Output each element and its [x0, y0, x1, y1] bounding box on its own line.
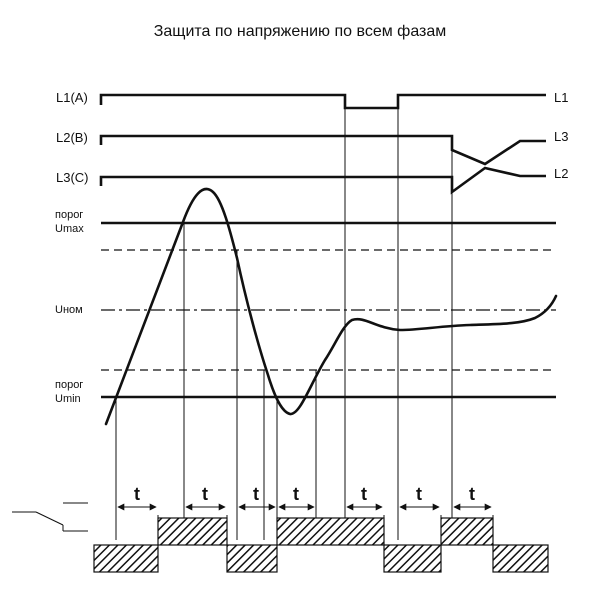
- relay-state-lower: [94, 545, 548, 572]
- relay-state-block: [441, 518, 493, 545]
- phase-l3-signal: [101, 168, 546, 192]
- delay-label: t: [293, 484, 299, 504]
- time-markers: [116, 95, 493, 545]
- relay-state-upper: [158, 518, 493, 545]
- phase-l2-left-label: L2(B): [56, 130, 88, 145]
- relay-state-block: [277, 518, 384, 545]
- delay-label: t: [416, 484, 422, 504]
- phase-l2-signal: [101, 136, 546, 164]
- diagram-title: Защита по напряжению по всем фазам: [153, 23, 447, 40]
- contact-blade: [36, 512, 63, 525]
- relay-contact-icon: [12, 503, 88, 531]
- delay-label: t: [134, 484, 140, 504]
- phase-l1-signal: [101, 95, 546, 108]
- umin-threshold-label-line1: порог: [55, 379, 84, 391]
- relay-state-block: [158, 518, 227, 545]
- unom-label: Uном: [55, 304, 83, 316]
- delay-label: t: [253, 484, 259, 504]
- delay-label: t: [469, 484, 475, 504]
- relay-state-block: [493, 545, 548, 572]
- delay-label: t: [202, 484, 208, 504]
- phase-l3-left-label: L3(C): [56, 170, 89, 185]
- umax-threshold-label-line1: порог: [55, 209, 84, 221]
- relay-state-block: [227, 545, 277, 572]
- phase-l2-right-label: L2: [554, 166, 569, 181]
- relay-state-block: [94, 545, 158, 572]
- phase-l1-right-label: L1: [554, 90, 569, 105]
- delay-label: t: [361, 484, 367, 504]
- phase-l1-left-label: L1(A): [56, 90, 88, 105]
- relay-state-block: [384, 545, 441, 572]
- phase-l3-right-label: L3: [554, 129, 569, 144]
- umax-threshold-label-line2: Umax: [55, 223, 84, 235]
- umin-threshold-label-line2: Umin: [55, 393, 81, 405]
